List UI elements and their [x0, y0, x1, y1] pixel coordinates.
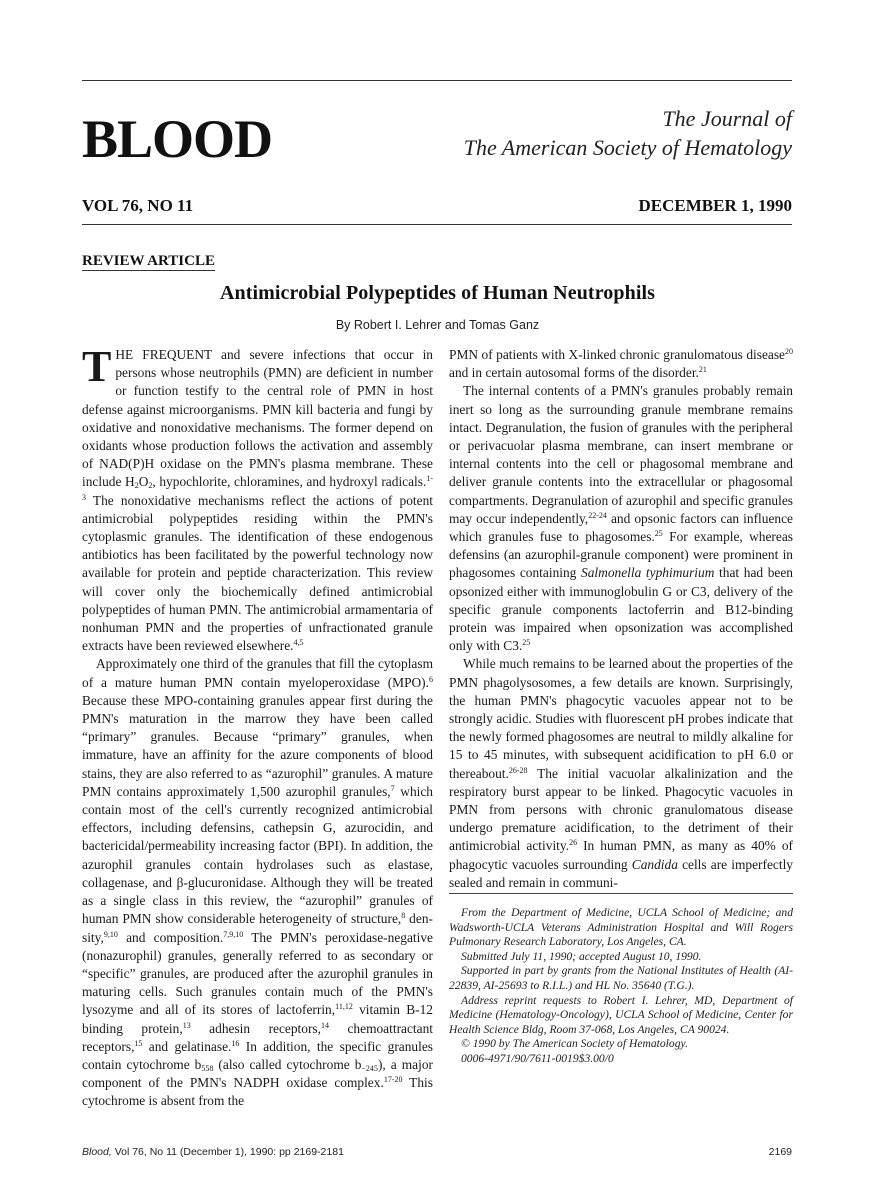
text-run: cells are imperfectly sealed and remain in communi- [449, 856, 793, 890]
text-run: PMN of patients with X-linked chronic granulomatous disease [449, 347, 785, 362]
citation-ref: 20 [785, 347, 793, 356]
body-column-left [82, 342, 434, 1111]
footnote-code: 0006-4971/90/7611-0019$3.00/0 [461, 1051, 614, 1065]
footnote-copyright: © 1990 by The American Society of Hematology. [461, 1037, 688, 1051]
citation-ref: 4,5 [293, 638, 304, 648]
text-run: and opsonic factors can influence which granules fuse to phagosomes. [449, 510, 793, 545]
footnote-submitted: Submitted July 11, 1990; accepted August 10, 1990. [461, 949, 702, 963]
text-run: This cytochrome is absent from the [82, 1075, 433, 1109]
footnote-reprints: Address reprint requests to Robert I. Lehrer, MD, Department of Medicine (Hematology-Oncology), UCLA School of Medicine, Center for Health Science Bldg, Room 37-068, Los Angeles, CA 90024. [449, 993, 793, 1036]
drop-cap: T [82, 342, 112, 391]
byline: By Robert I. Lehrer and Tomas Ganz [335, 318, 540, 332]
citation-ref: 26 [569, 838, 578, 848]
footnote-affiliation: From the Department of Medicine, UCLA School of Medicine; and Wadsworth-UCLA Veterans Administration Hospital and Will Rogers Pulmonary Research Laboratory, Los Angeles, CA. [449, 906, 793, 949]
paragraph [82, 655, 433, 1110]
text-run: The nonoxidative mechanisms reflect the actions of potent antimicrobial polypeptides residing within the PMN's cytoplasmic granules. The identification of these endogenous antibiotics has been facilitated by the powerful technology now available for protein and peptide characterization. This review will cover only the biochemically defined antimicrobial polypeptides of human PMN. The antimicrobial armamentaria of nonhuman PMN and the properties of unfractionated granule extracts have been reviewed elsewhere. [82, 492, 433, 654]
paragraph [449, 655, 793, 892]
header-rule [82, 224, 792, 225]
text-run: While much remains to be learned about the properties of the PMN phagolysosomes, a few details are known. Surprisingly, the human PMN's phagocytic vacuoles appear not to be strongly acidic. Studies with fluorescent pH probes indicate that the newly formed phagosomes are neutral to mildly alkaline for 15 to 45 minutes, with subsequent acidification to pH 6.0 or thereabout. [449, 656, 793, 781]
text-run: The initial vacuolar alkalinization and the respiratory burst appear to be linked. Phagocytic vacuoles in PMN from persons with chronic granulomatous disease undergo premature acidification, to the detriment of their antimicrobial activity. [449, 765, 793, 854]
text-run: ), a major component of the PMN's NADPH oxidase complex. [82, 1056, 433, 1091]
journal-line-1: The Journal of [662, 106, 792, 131]
footnote-support: Supported in part by grants from the National Institutes of Health (AI-22839, AI-25693 to R.I.L.) and HL No. 35640 (T.G.). [449, 964, 793, 992]
footer-journal-name: Blood, [82, 1146, 112, 1158]
citation-ref: 1-3 [82, 474, 434, 502]
citation-ref: 7 [390, 783, 395, 793]
footnote-rule [449, 893, 793, 894]
journal-masthead: BLOOD [82, 109, 273, 169]
subscript: −245 [361, 1063, 378, 1073]
article-title: Antimicrobial Polypeptides of Human Neutrophils [219, 282, 656, 304]
text-run: O [138, 474, 149, 490]
text-run: vitamin B-12 binding protein, [82, 1002, 434, 1036]
section-label: REVIEW ARTICLE [82, 253, 215, 269]
text-run: HE FREQUENT and severe infections that occur in persons whose neutrophils (PMN) are deficient in number or function testify to the central role of PMN in host defense against microorganisms. PMN kill bacteria and fungi by oxidative and nonoxidative mechanisms. The former depend on oxidants whose production follows the activation and assembly of NAD(P)H oxidase on the PMN's plasma membrane. These include H [82, 347, 433, 490]
footer-citation-text: Vol 76, No 11 (December 1), 1990: pp 2169-2181 [111, 1146, 344, 1158]
journal-society-heading [464, 104, 792, 162]
subscript: 558 [201, 1063, 214, 1073]
issue-date: DECEMBER 1, 1990 [638, 196, 792, 215]
volume-issue: VOL 76, NO 11 [82, 196, 194, 215]
citation-ref: 9,10 [103, 929, 118, 939]
text-run: (also called cytochrome b [213, 1056, 362, 1072]
citation-ref: 14 [321, 1020, 329, 1030]
text-run: The PMN's peroxidase-negative (nonazurophil) granules, generally referred to as secondary or “specific” granules, are produced after the azurophil granules in maturing cells. Such granules contain much of the PMN's lysozyme and all of its stores of lactoferrin, [82, 929, 433, 1018]
text-run: The internal contents of a PMN's granules probably remain inert so long as the surrounding granule membrane remains intact. Degranulation, the fusion of granules with the peripheral or perivacuolar plasma membrane, can insert membrane or internal contents into the cell or phagosomal membrane and deliver granule contents into the extracellular or phagosomal compartments. Degranulation of azurophil and specific granules may occur independently, [449, 383, 793, 526]
text-run: which contain most of the cell's currently recognized antimicrobial effectors, including defensins, cathepsin G, azurocidin, and bactericidal/permeability increasing factor (BPI). In addition, the azurophil granules contain hydrolases such as elastase, collagenase, and β-glucuronidase. Although they will be treated as a single class in this review, the “azurophil” granules of human PMN show considerable heterogeneity of structure, [82, 783, 433, 927]
text-run: In addition, the specific granules contain cytochrome b [82, 1038, 433, 1072]
citation-ref: 17-20 [383, 1075, 403, 1085]
footer-citation [82, 1146, 344, 1158]
text-run: In human PMN, as many as 40% of phagocytic vacuoles surrounding [449, 838, 793, 872]
body-column-right [449, 346, 793, 892]
citation-ref: 25 [654, 529, 663, 539]
citation-ref: 15 [134, 1038, 143, 1048]
page-number: 2169 [768, 1146, 792, 1158]
citation-ref: 22-24 [588, 510, 607, 520]
text-run: and in certain autosomal forms of the disorder. [449, 365, 699, 381]
text-run: and gelatinase. [142, 1038, 232, 1054]
subscript: 2 [148, 481, 153, 491]
text-run: and composition. [117, 929, 224, 945]
paragraph [82, 342, 434, 655]
citation-ref: 26-28 [508, 765, 528, 775]
citation-ref: 21 [698, 365, 707, 375]
text-run: density, [82, 911, 433, 945]
paragraph [449, 382, 793, 655]
citation-ref: 7,9,10 [223, 929, 244, 939]
text-run: , hypochlorite, chloramines, and hydroxyl radicals. [152, 474, 427, 490]
text-run: For example, whereas defensins (an azurophil-granule component) were prominent in phagosomes containing [449, 529, 793, 581]
journal-line-2: The American Society of Hematology [463, 135, 792, 160]
text-run: that had been opsonized either with immunoglobulin G or C3, delivery of the specific granule components lactoferrin and B12-binding protein was impaired when opsonization was accomplished only with C3. [449, 565, 794, 654]
citation-ref: 16 [231, 1038, 240, 1048]
text-run: Approximately one third of the granules that fill the cytoplasm of a mature human PMN contain myeloperoxidase (MPO). [82, 656, 433, 690]
citation-ref: 6 [429, 674, 433, 684]
citation-ref: 25 [522, 638, 531, 648]
subscript: 2 [134, 481, 139, 491]
footnotes [449, 906, 793, 1067]
paragraph [449, 346, 793, 382]
text-run: adhesin receptors, [190, 1020, 321, 1036]
text-run: chemoattractant receptors, [82, 1020, 433, 1054]
text-run: Because these MPO-containing granules appear first during the PMN's maturation in the marrow they have been called “primary” granules. Because “primary” granules, when immature, have an affinity for the azure components of blood stains, they are also referred to as “azurophil” granules. A mature PMN contains approximately 1,500 azurophil granules, [82, 692, 433, 799]
citation-ref: 11,12 [335, 1002, 353, 1012]
citation-ref: 8 [401, 911, 406, 921]
species-name: Candida [631, 856, 678, 872]
citation-ref: 13 [182, 1020, 191, 1030]
species-name: Salmonella typhimurium [581, 565, 715, 581]
top-rule [82, 80, 792, 81]
